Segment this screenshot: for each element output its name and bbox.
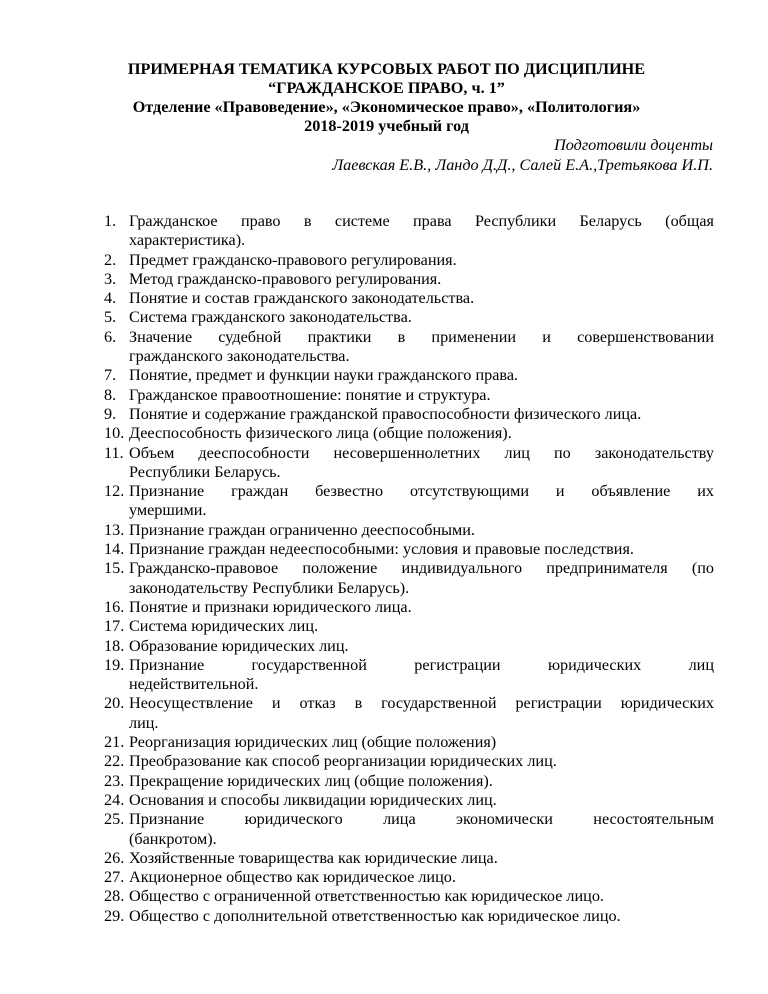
topic-item: [104, 772, 714, 791]
authors-caption: Подготовили доценты: [554, 136, 713, 154]
topic-text: Дееспособность физического лица (общие положения).: [129, 424, 512, 443]
topic-text: Республики Беларусь.: [129, 462, 281, 481]
topic-text-first-line: Гражданско-правовое положение индивидуального предпринимателя (по: [129, 559, 714, 578]
topic-number: 8.: [104, 385, 117, 404]
topic-text: характеристика).: [129, 231, 246, 250]
topic-number: 20.: [104, 694, 125, 713]
topic-text: умершими.: [129, 501, 207, 520]
topic-text: Гражданское правоотношение: понятие и структура.: [129, 385, 491, 404]
header-department-line: Отделение «Правоведение», «Экономическое право», «Политология»: [132, 98, 641, 116]
topic-number: 29.: [104, 906, 125, 925]
topic-item: [104, 752, 714, 771]
topic-text: Общество с ограниченной ответственностью как юридическое лицо.: [129, 887, 604, 906]
topic-item: [104, 598, 714, 617]
topic-text: Акционерное общество как юридическое лицо.: [129, 868, 456, 887]
topic-item: [104, 540, 714, 559]
topic-text: Система юридических лиц.: [129, 617, 319, 636]
topic-number: 17.: [104, 617, 125, 636]
topic-item: [104, 810, 714, 849]
topic-item: [104, 559, 714, 598]
topic-number: 27.: [104, 868, 125, 887]
topic-text: Образование юридических лиц.: [129, 636, 349, 655]
topic-number: 11.: [104, 443, 124, 462]
topic-text: Реорганизация юридических лиц (общие положения): [129, 733, 497, 752]
topic-number: 4.: [104, 289, 117, 308]
topic-number: 5.: [104, 308, 117, 327]
topic-text-first-line: Неосуществление и отказ в государственной регистрации юридических: [129, 694, 714, 713]
topic-number: 1.: [104, 212, 117, 230]
topic-number: 2.: [104, 250, 117, 269]
topic-item: [104, 386, 714, 405]
header-discipline-line: “ГРАЖДАНСКОЕ ПРАВО, ч. 1”: [268, 79, 505, 97]
topic-number: 21.: [104, 733, 125, 752]
topic-text: Метод гражданско-правового регулирования.: [129, 269, 442, 288]
topic-number: 25.: [104, 810, 125, 829]
topic-text: недействительной.: [129, 675, 259, 694]
topic-item: [104, 289, 714, 308]
topic-item: [104, 366, 714, 385]
topic-item: [104, 444, 714, 483]
topic-text-first-line: Гражданское право в системе права Республики Беларусь (общая: [129, 212, 714, 230]
topic-text-first-line: Признание юридического лица экономически несостоятельным: [129, 810, 714, 829]
authors-names: Лаевская Е.В., Ландо Д.Д., Салей Е.А.,Третьякова И.П.: [332, 155, 713, 174]
topic-text: Предмет гражданско-правового регулирования.: [129, 250, 457, 269]
topic-number: 16.: [104, 597, 125, 616]
topic-number: 24.: [104, 790, 125, 809]
topic-number: 10.: [104, 424, 125, 443]
topic-item: [104, 251, 714, 270]
topic-item: [104, 424, 714, 443]
topic-text: Система гражданского законодательства.: [129, 308, 412, 327]
topic-text: Понятие и признаки юридического лица.: [129, 597, 412, 616]
topic-item: [104, 637, 714, 656]
topic-text-first-line: Объем дееспособности несовершеннолетних лиц по законодательству: [129, 443, 714, 462]
topic-number: 26.: [104, 848, 125, 867]
topic-item: [104, 791, 714, 810]
topic-item: [104, 868, 714, 887]
topic-text: Признание граждан ограниченно дееспособными.: [129, 520, 475, 539]
topic-number: 22.: [104, 752, 125, 771]
topic-item: [104, 482, 714, 521]
topic-number: 3.: [104, 269, 117, 288]
topic-text: Понятие и содержание гражданской правоспособности физического лица.: [129, 404, 642, 423]
topic-number: 6.: [104, 327, 117, 346]
topic-text: законодательству Республики Беларусь).: [129, 578, 410, 597]
topic-number: 23.: [104, 771, 125, 790]
topic-text-first-line: Значение судебной практики в применении и совершенствовании: [129, 327, 714, 346]
topic-text: Прекращение юридических лиц (общие положения).: [129, 771, 493, 790]
topic-number: 18.: [104, 636, 125, 655]
topic-number: 12.: [104, 482, 125, 501]
topic-text: Признание граждан недееспособными: условия и правовые последствия.: [129, 540, 634, 559]
topic-item: [104, 733, 714, 752]
topic-item: [104, 656, 714, 695]
topic-number: 19.: [104, 655, 125, 674]
topic-text: лиц.: [129, 713, 159, 732]
topic-text: Понятие и состав гражданского законодательства.: [129, 289, 475, 308]
header-title-line: ПРИМЕРНАЯ ТЕМАТИКА КУРСОВЫХ РАБОТ ПО ДИСЦИПЛИНЕ: [127, 60, 646, 78]
topic-item: [104, 270, 714, 289]
topic-number: 15.: [104, 559, 125, 578]
topic-item: [104, 617, 714, 636]
topic-text: Хозяйственные товарищества как юридические лица.: [129, 848, 498, 867]
topic-text-first-line: Признание государственной регистрации юридических лиц: [129, 655, 714, 674]
topic-text: гражданского законодательства.: [129, 347, 350, 366]
topic-number: 7.: [104, 366, 117, 385]
topic-text-first-line: Признание граждан безвестно отсутствующими и объявление их: [129, 482, 714, 501]
topic-number: 14.: [104, 540, 125, 559]
topic-item: [104, 694, 714, 733]
topic-item: [104, 887, 714, 906]
topic-item: [104, 308, 714, 327]
topic-item: [104, 521, 714, 540]
topic-item: [104, 405, 714, 424]
topic-number: 28.: [104, 887, 125, 906]
topic-item: [104, 849, 714, 868]
topic-number: 9.: [104, 404, 117, 423]
topic-item: [104, 328, 714, 367]
authors-block: [332, 136, 713, 175]
header-academic-year: 2018-2019 учебный год: [304, 117, 469, 135]
topic-text: Общество с дополнительной ответственностью как юридическое лицо.: [129, 906, 621, 925]
topic-text: (банкротом).: [129, 829, 217, 848]
topics-list: [104, 212, 714, 926]
document-header: [60, 60, 713, 136]
topic-text: Понятие, предмет и функции науки гражданского права.: [129, 366, 519, 385]
topic-number: 13.: [104, 520, 125, 539]
topic-item: [104, 212, 714, 251]
topic-text: Основания и способы ликвидации юридических лиц.: [129, 790, 497, 809]
topic-item: [104, 907, 714, 926]
topic-text: Преобразование как способ реорганизации юридических лиц.: [129, 752, 557, 771]
